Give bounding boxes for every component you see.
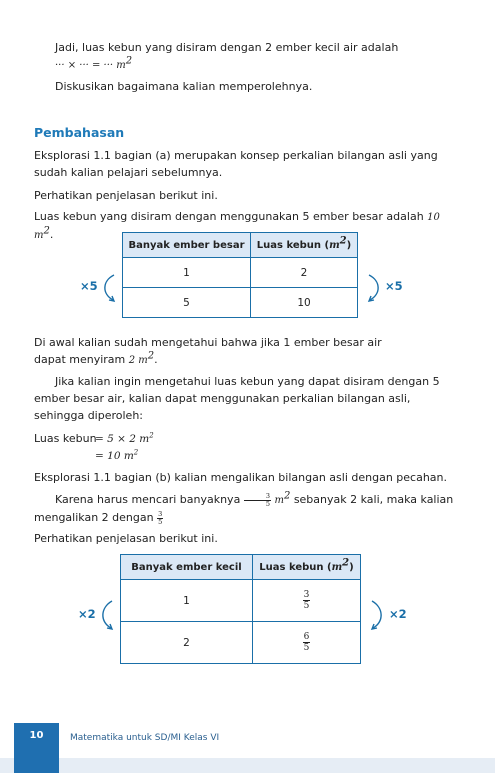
fraction	[303, 632, 311, 653]
table-row	[121, 580, 361, 622]
fraction-den: 5	[303, 601, 310, 611]
table1-cell: 10	[251, 288, 358, 318]
sup-2: 2	[342, 557, 350, 569]
calc-label: Luas kebun	[34, 432, 97, 445]
paragraph-3-math: 10 m	[34, 212, 440, 241]
sup-2: 2	[147, 350, 155, 362]
paragraph-1: Eksplorasi 1.1 bagian (a) merupakan konsep perkalian bilangan asli yang sudah kalian pelajari sebelumnya.	[34, 149, 438, 179]
table2-cell	[253, 580, 361, 622]
fraction-num: 3	[303, 590, 310, 600]
paragraph-7-before: Karena harus mencari banyaknya	[55, 493, 241, 506]
fraction	[244, 493, 271, 508]
table1-cell: 1	[123, 258, 251, 288]
fraction	[303, 590, 311, 611]
intro-line-3: Diskusikan bagaimana kalian memperolehnya.	[55, 80, 313, 93]
table-row	[123, 258, 358, 288]
intro-math: ··· × ··· = ··· m	[55, 60, 126, 71]
table2-mult-right: ×2	[389, 607, 407, 621]
table1-header-col1: Banyak ember besar	[123, 233, 251, 258]
paragraph-4-math: 2 m	[128, 355, 148, 366]
paragraph-4-text: Di awal kalian sudah mengetahui bahwa jika 1 ember besar air dapat menyiram	[34, 336, 382, 366]
paragraph-3: Luas kebun yang disiram dengan menggunakan 5 ember besar adalah 10 $m^2$.	[34, 210, 440, 241]
table-big-buckets	[122, 232, 358, 318]
calc-line-2	[95, 448, 138, 465]
table2-header-col2-text: Luas kebun (	[259, 561, 332, 573]
table1-cell: 2	[251, 258, 358, 288]
table1-header-col2-close: )	[346, 239, 352, 251]
fraction-den: 5	[158, 517, 163, 526]
footer-book-title: Matematika untuk SD/MI Kelas VI	[70, 733, 220, 743]
paragraph-7-line-2-text: mengalikan 2 dengan	[34, 511, 154, 524]
calc-line-1-text: = 5 × 2 m	[95, 433, 150, 445]
table-small-buckets	[120, 554, 361, 664]
curved-arrow-left-icon	[98, 598, 118, 632]
fraction-num: 6	[303, 632, 310, 642]
calc-line-2-text: = 10 m	[95, 450, 134, 462]
sup-2: 2	[149, 431, 154, 440]
paragraph-3-text: Luas kebun yang disiram dengan menggunakan 5 ember besar adalah	[34, 210, 424, 223]
curved-arrow-left-icon	[100, 272, 120, 304]
sup-2: 2	[43, 225, 50, 237]
intro-line-1: Jadi, luas kebun yang disiram dengan 2 ember kecil air adalah	[55, 41, 399, 54]
paragraph-4: Di awal kalian sudah mengetahui bahwa jika 1 ember besar air dapat menyiram 2 $m^2$.	[34, 336, 382, 366]
table1-mult-right: ×5	[385, 279, 403, 293]
fraction-num: 3	[158, 509, 163, 518]
table1-cell: 5	[123, 288, 251, 318]
paragraph-7-unit: m	[274, 495, 284, 506]
paragraph-8: Perhatikan penjelasan berikut ini.	[34, 532, 218, 545]
table2-cell: 2	[121, 622, 253, 664]
paragraph-2: Perhatikan penjelasan berikut ini.	[34, 189, 218, 202]
paragraph-7	[34, 491, 454, 509]
table1-header-col2-math: m	[329, 239, 340, 251]
table-row	[123, 288, 358, 318]
table1-mult-left: ×5	[80, 279, 98, 293]
paragraph-5: Jika kalian ingin mengetahui luas kebun yang dapat disiram dengan 5 ember besar air, kalian dapat menggunakan perkalian bilangan asli, sehingga diperoleh:	[34, 375, 440, 422]
table1-header-col2	[251, 233, 358, 258]
sup-2: 2	[283, 490, 291, 502]
sup-2: 2	[339, 235, 347, 247]
table2-header-col1: Banyak ember kecil	[121, 555, 253, 580]
table2-mult-left: ×2	[78, 607, 96, 621]
table2-cell: 1	[121, 580, 253, 622]
paragraph-7-line-2	[34, 509, 454, 526]
section-heading: Pembahasan	[34, 125, 125, 140]
page-number: 10	[29, 730, 44, 741]
footer-bar	[0, 758, 495, 773]
table2-header-col2-math: m	[331, 561, 343, 573]
fraction-den: 5	[265, 499, 270, 508]
calc-line-1	[95, 431, 154, 448]
paragraph-7-after: sebanyak 2 kali, maka kalian	[293, 493, 454, 506]
curved-arrow-right-icon	[366, 598, 386, 632]
sup-2: 2	[133, 448, 139, 457]
curved-arrow-right-icon	[363, 272, 383, 304]
fraction-num: 3	[244, 493, 271, 501]
table2-header-col2	[253, 555, 361, 580]
table-row	[121, 622, 361, 664]
fraction-den: 5	[303, 643, 310, 653]
intro-line-2	[55, 56, 475, 74]
intro-math-sup: 2	[125, 55, 133, 67]
paragraph-6: Eksplorasi 1.1 bagian (b) kalian mengalikan bilangan asli dengan pecahan.	[34, 471, 448, 484]
table2-header-col2-close: )	[349, 561, 354, 573]
table1-header-col2-text: Luas kebun (	[256, 239, 330, 251]
table2-cell	[253, 622, 361, 664]
fraction	[157, 511, 163, 526]
